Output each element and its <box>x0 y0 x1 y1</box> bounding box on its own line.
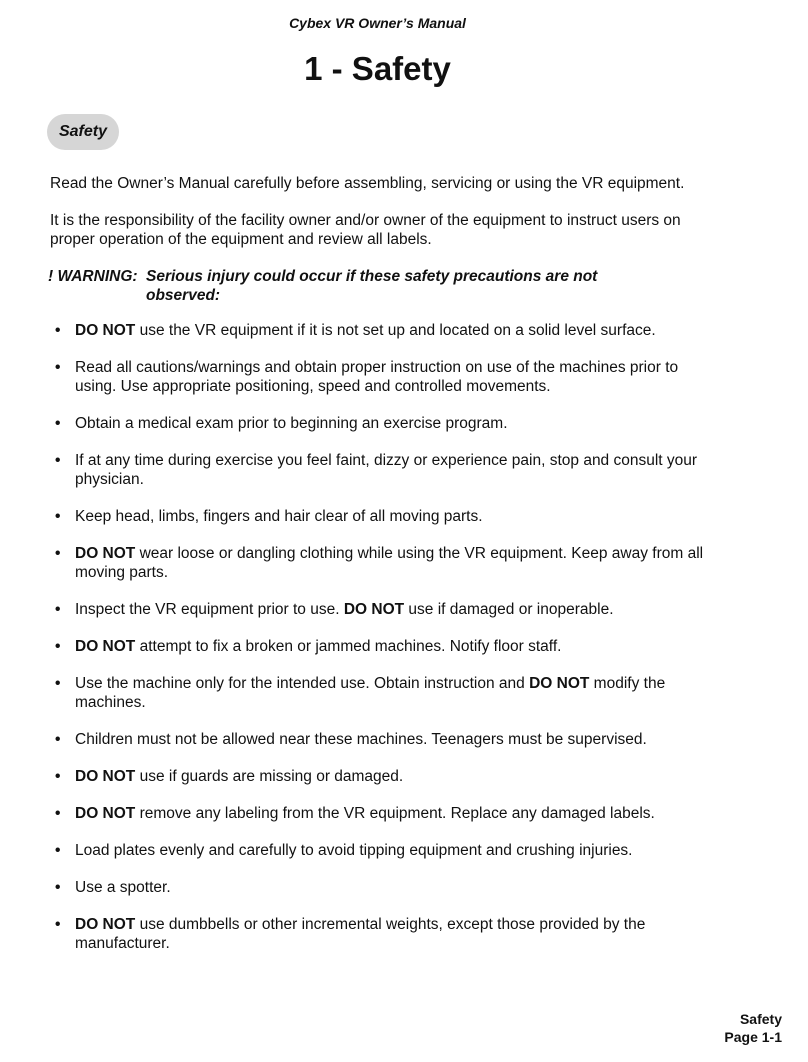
safety-rule <box>50 544 715 582</box>
rule-text: wear loose or dangling clothing while using the VR equipment. Keep away from all moving parts. <box>75 545 704 581</box>
bullet-icon: • <box>55 638 61 655</box>
safety-rule <box>50 451 715 489</box>
bullet-icon: • <box>55 675 61 692</box>
rule-text: use if guards are missing or damaged. <box>135 768 404 785</box>
safety-rule <box>50 915 715 953</box>
rule-text: Children must not be allowed near these machines. Teenagers must be supervised. <box>75 731 647 748</box>
intro-paragraph-1: Read the Owner’s Manual carefully before assembling, servicing or using the VR equipment. <box>50 175 685 192</box>
bullet-icon: • <box>55 359 61 376</box>
safety-rule <box>50 507 715 526</box>
chapter-title: 1 - Safety <box>304 50 451 87</box>
do-not-emphasis: DO NOT <box>529 675 590 692</box>
safety-rule <box>50 767 715 786</box>
bullet-icon: • <box>55 842 61 859</box>
rule-text: Obtain a medical exam prior to beginning an exercise program. <box>75 415 508 432</box>
do-not-emphasis: DO NOT <box>75 638 136 655</box>
page-number: Page 1-1 <box>724 1029 782 1045</box>
rule-text-lead: Use the machine only for the intended use. Obtain instruction and <box>75 675 530 692</box>
safety-rule <box>50 414 715 433</box>
bullet-icon: • <box>55 731 61 748</box>
bullet-icon: • <box>55 508 61 525</box>
running-header: Cybex VR Owner’s Manual <box>289 15 466 31</box>
bullet-icon: • <box>55 768 61 785</box>
rule-text: attempt to fix a broken or jammed machines. Notify floor staff. <box>135 638 562 655</box>
safety-rule <box>50 358 715 396</box>
do-not-emphasis: DO NOT <box>75 545 136 562</box>
rule-text: If at any time during exercise you feel faint, dizzy or experience pain, stop and consult your physician. <box>75 452 698 488</box>
bullet-icon: • <box>55 805 61 822</box>
do-not-emphasis: DO NOT <box>75 768 136 785</box>
safety-rule <box>50 321 715 340</box>
rule-text: use if damaged or inoperable. <box>404 601 614 618</box>
rule-text: use the VR equipment if it is not set up and located on a solid level surface. <box>135 322 656 339</box>
warning-label: ! WARNING: <box>48 268 138 285</box>
rule-text: Load plates evenly and carefully to avoid tipping equipment and crushing injuries. <box>75 842 633 859</box>
bullet-icon: • <box>55 601 61 618</box>
rule-text-lead: Inspect the VR equipment prior to use. <box>75 601 344 618</box>
bullet-icon: • <box>55 322 61 339</box>
footer-section: Safety <box>739 1011 782 1027</box>
safety-rule <box>50 804 715 823</box>
do-not-emphasis: DO NOT <box>75 322 136 339</box>
bullet-icon: • <box>55 879 61 896</box>
rule-text: Read all cautions/warnings and obtain proper instruction on use of the machines prior to using. Use appropriate positioning, speed and controlled movements. <box>75 359 679 395</box>
bullet-icon: • <box>55 452 61 469</box>
rule-text: Keep head, limbs, fingers and hair clear of all moving parts. <box>75 508 483 525</box>
intro-paragraph-2: It is the responsibility of the facility owner and/or owner of the equipment to instruct users on proper operation of the equipment and review all labels. <box>50 212 681 248</box>
safety-rule <box>50 730 715 749</box>
rule-text: modify the machines. <box>75 675 666 711</box>
rule-text: Use a spotter. <box>75 879 171 896</box>
safety-rule <box>50 674 715 712</box>
do-not-emphasis: DO NOT <box>75 916 136 933</box>
bullet-icon: • <box>55 916 61 933</box>
do-not-emphasis: DO NOT <box>343 601 405 618</box>
safety-rule <box>50 878 715 897</box>
section-tab: Safety <box>47 114 119 150</box>
safety-rule <box>50 600 715 619</box>
rule-text: use dumbbells or other incremental weights, except those provided by the manufacturer. <box>75 916 646 952</box>
bullet-icon: • <box>55 545 61 562</box>
page-footer <box>724 1010 782 1046</box>
safety-rule <box>50 637 715 656</box>
rule-text: remove any labeling from the VR equipment. Replace any damaged labels. <box>135 805 655 822</box>
safety-rule-list <box>50 321 750 971</box>
bullet-icon: • <box>55 415 61 432</box>
do-not-emphasis: DO NOT <box>75 805 136 822</box>
safety-rule <box>50 841 715 860</box>
warning-text: Serious injury could occur if these safety precautions are not observed: <box>146 268 598 304</box>
